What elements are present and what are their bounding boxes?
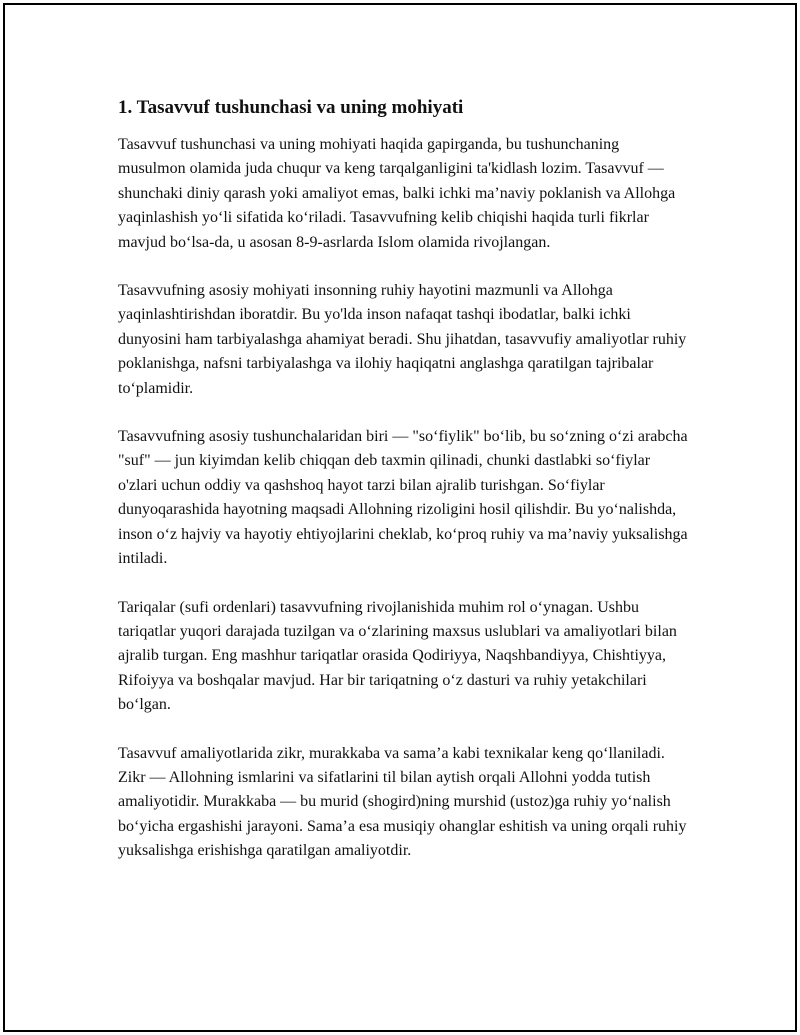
paragraph-2: Tasavvufning asosiy mohiyati insonning ruhiy hayotini mazmunli va Allohga yaqinlashtirishdan iboratdir. Bu yo'lda inson nafaqat tashqi ibodatlar, balki ichki dunyosini ham tarbiyalashga ahamiyat beradi. Shu jihatdan, tasavvufiy amaliyotlar ruhiy poklanishga, nafsni tarbiyalashga va ilohiy haqiqatni anglashga qaratilgan tajribalar to‘plamidir.	[118, 282, 687, 397]
paragraph-4: Tariqalar (sufi ordenlari) tasavvufning rivojlanishida muhim rol o‘ynagan. Ushbu tariqatlar yuqori darajada tuzilgan va o‘zlarining maxsus uslublari va amaliyotlari bilan ajralib turgan. Eng mashhur tariqatlar orasida Qodiriyya, Naqshbandiyya, Chishtiyya, Rifoiyya va boshqalar mavjud. Har bir tariqatning o‘z dasturi va ruhiy yetakchilari bo‘lgan.	[118, 598, 677, 714]
paragraph-3: Tasavvufning asosiy tushunchalaridan biri — "so‘fiylik" bo‘lib, bu so‘zning o‘zi arabcha "suf" — jun kiyimdan kelib chiqqan deb taxmin qilinadi, chunki dastlabki so‘fiylar o'zlari uchun oddiy va qashshoq hayot tarzi bilan ajralib turishgan. So‘fiylar dunyoqarashida hayotning maqsadi Allohning rizoligini hosil qilishdir. Bu yo‘nalishda, inson o‘z hajviy va hayotiy ehtiyojlarini cheklab, ko‘proq ruhiy va ma’naviy yuksalishga intiladi.	[118, 428, 688, 568]
paragraph-1: Tasavvuf tushunchasi va uning mohiyati haqida gapirganda, bu tushunchaning musulmon olamida juda chuqur va keng tarqalganligini ta'kidlash lozim. Tasavvuf — shunchaki diniy qarash yoki amaliyot emas, balki ichki ma’naviy poklanish va Allohga yaqinlashish yo‘li sifatida ko‘riladi. Tasavvufning kelib chiqishi haqida turli fikrlar mavjud bo‘lsa-da, u asosan 8-9-asrlarda Islom olamida rivojlangan.	[118, 136, 676, 251]
document-body	[118, 95, 690, 888]
paragraph-5: Tasavvuf amaliyotlarida zikr, murakkaba va sama’a kabi texnikalar keng qo‘llaniladi. Zikr — Allohning ismlarini va sifatlarini til bilan aytish orqali Allohni yodda tutish amaliyotidir. Murakkaba — bu murid (shogird)ning murshid (ustoz)ga ruhiy yo‘nalish bo‘yicha ergashishi jarayoni. Sama’a esa musiqiy ohanglar eshitish va uning orqali ruhiy yuksalishga erishishga qaratilgan amaliyotdir.	[118, 744, 687, 860]
section-heading: 1. Tasavvuf tushunchasi va uning mohiyati	[118, 97, 464, 118]
